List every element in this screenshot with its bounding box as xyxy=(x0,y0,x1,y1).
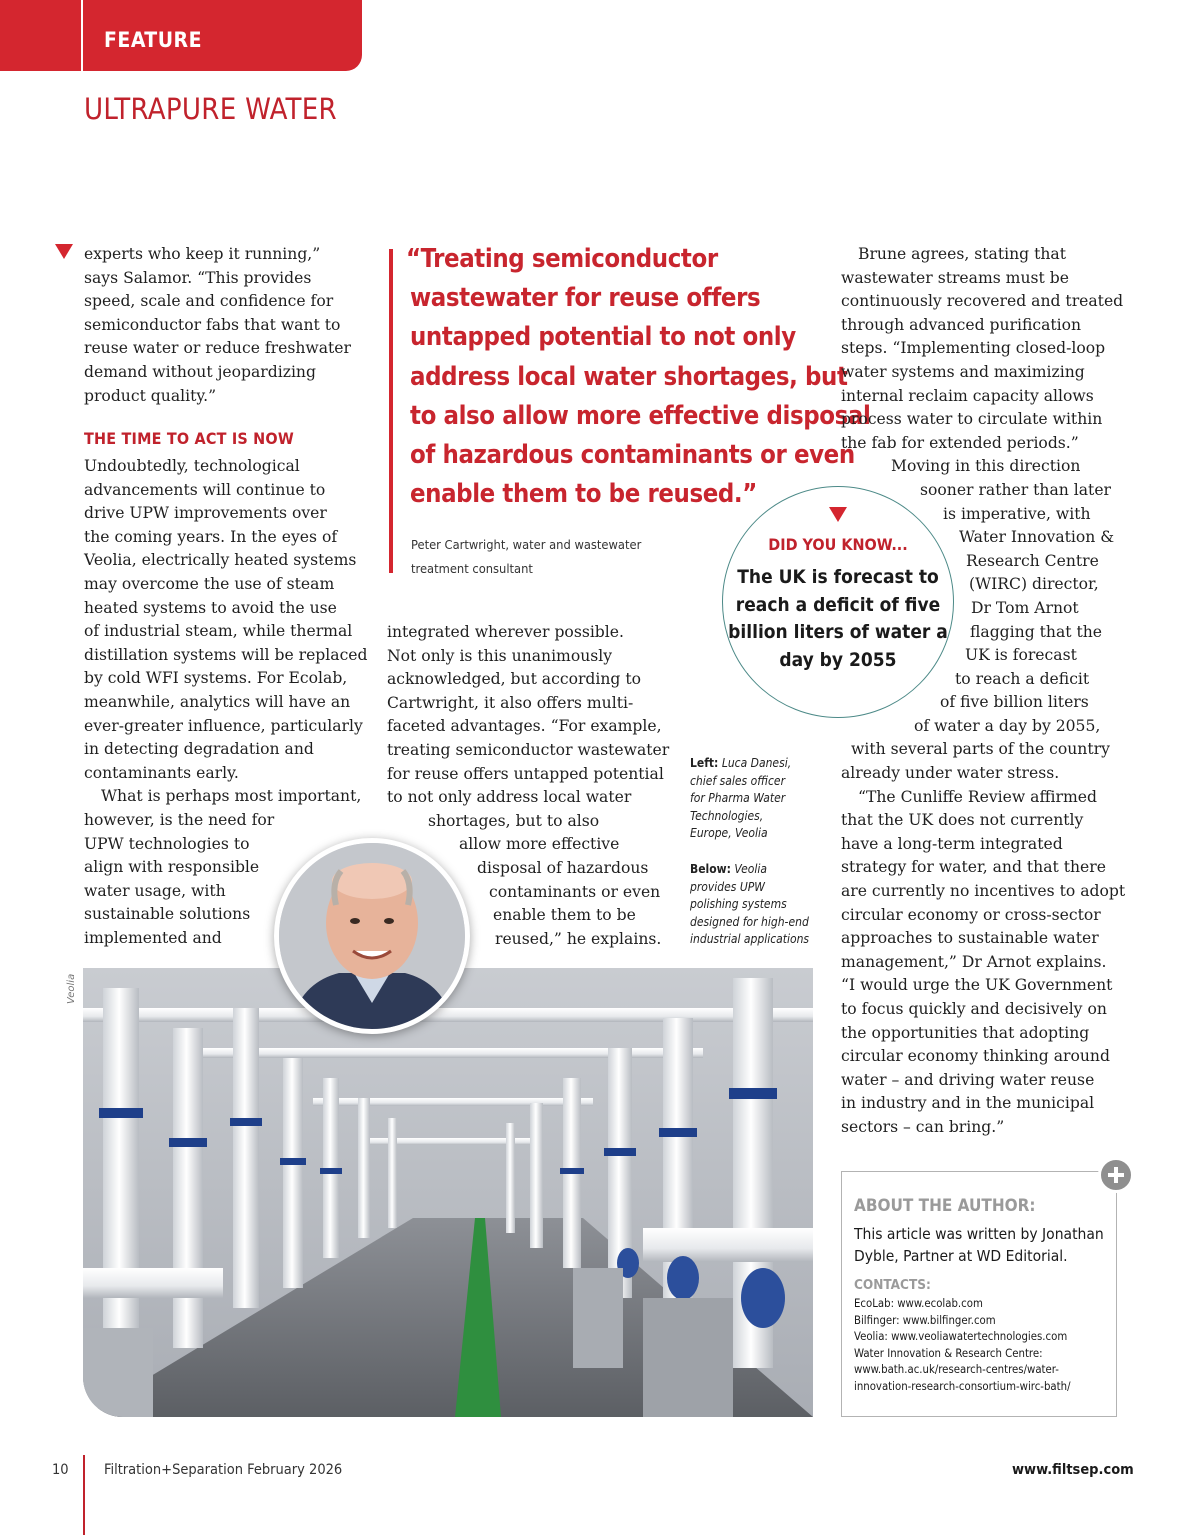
section-label: FEATURE xyxy=(104,28,202,52)
text-line: have a long-term integrated xyxy=(841,834,1063,853)
text-line: by cold WFI systems. For Ecolab, xyxy=(84,669,348,688)
caption-line: provides UPW xyxy=(690,879,765,894)
text-line: already under water stress. xyxy=(841,764,1060,783)
column3-text xyxy=(841,243,1125,1140)
caption-line: Veolia xyxy=(734,862,767,876)
caption-line: Europe, Veolia xyxy=(690,826,768,841)
photo-credit: Veolia xyxy=(66,973,77,1004)
quote-line: enable them to be reused.” xyxy=(410,479,757,510)
subheading: THE TIME TO ACT IS NOW xyxy=(84,429,294,448)
pull-quote xyxy=(406,240,870,514)
text-line: in industry and in the municipal xyxy=(841,1094,1095,1113)
text-line: Undoubtedly, technological xyxy=(84,457,300,475)
text-line: sustainable solutions xyxy=(84,905,251,924)
caption-line: polishing systems xyxy=(690,897,787,912)
text-line: however, is the need for xyxy=(84,810,275,829)
text-line: that the UK does not currently xyxy=(841,811,1084,830)
text-line: of water a day by 2055, xyxy=(914,716,1101,735)
contact-item[interactable]: innovation-research-consortium-wirc-bath/ xyxy=(854,1379,1071,1393)
text-line: product quality.” xyxy=(84,386,217,405)
text-line: process water to circulate within xyxy=(841,410,1103,429)
quote-line: “Treating semiconductor xyxy=(406,244,718,274)
text-line: contaminants or even xyxy=(489,882,661,901)
text-line: allow more effective xyxy=(459,835,620,854)
text-line: sectors – can bring.” xyxy=(841,1117,1005,1136)
portrait-photo xyxy=(274,838,470,1034)
text-line: align with responsible xyxy=(84,858,260,877)
section-title: ULTRAPURE WATER xyxy=(84,92,337,126)
text-line: says Salamor. “This provides xyxy=(84,268,312,287)
person-illustration xyxy=(279,843,465,1029)
bio-line: This article was written by Jonathan xyxy=(854,1225,1104,1243)
text-line: to not only address local water xyxy=(387,788,632,807)
text-line: steps. “Implementing closed-loop xyxy=(841,339,1106,358)
quote-line: of hazardous contaminants or even xyxy=(410,439,855,470)
text-line: to focus quickly and decisively on xyxy=(841,1000,1107,1018)
text-line: for reuse offers untapped potential xyxy=(387,764,664,783)
contacts-list xyxy=(854,1296,1071,1396)
text-line: with several parts of the country xyxy=(851,740,1110,759)
attribution-line: Peter Cartwright, water and wastewater xyxy=(411,538,642,553)
text-line: water usage, with xyxy=(84,881,226,900)
caption-below xyxy=(690,861,809,949)
contact-item[interactable]: www.bath.ac.uk/research-centres/water- xyxy=(854,1363,1059,1377)
text-line: enable them to be xyxy=(493,906,636,925)
website-link[interactable]: www.filtsep.com xyxy=(1012,1462,1134,1478)
fact-line: billion liters of water a xyxy=(728,621,948,643)
plant-illustration xyxy=(83,968,813,1417)
caption-line: Luca Danesi, xyxy=(721,756,792,770)
text-line: through advanced purification xyxy=(841,315,1082,334)
quote-line: to also allow more effective disposal xyxy=(410,400,871,431)
text-line: acknowledged, but according to xyxy=(387,670,642,689)
text-line: experts who keep it running,” xyxy=(84,245,321,263)
text-line: implemented and xyxy=(84,928,222,947)
caption-left xyxy=(690,755,791,843)
pull-quote-attribution xyxy=(411,536,641,583)
continue-triangle-icon xyxy=(55,244,73,259)
text-line: circular economy or cross-sector xyxy=(841,905,1101,924)
caption-line: for Pharma Water xyxy=(690,791,786,806)
text-line: drive UPW improvements over xyxy=(84,504,327,523)
text-line: semiconductor fabs that want to xyxy=(84,315,341,334)
text-line: “I would urge the UK Government xyxy=(841,976,1113,995)
caption-label: Below: xyxy=(690,862,731,876)
text-line: continuously recovered and treated xyxy=(841,292,1124,311)
text-line: water systems and maximizing xyxy=(841,362,1085,381)
text-line: distillation systems will be replaced xyxy=(84,645,368,664)
bio-line: Dyble, Partner at WD Editorial. xyxy=(854,1247,1068,1265)
text-line: of five billion liters xyxy=(940,693,1089,712)
contacts-heading: CONTACTS: xyxy=(854,1277,931,1293)
plus-icon xyxy=(1098,1157,1134,1193)
text-line: Not only is this unanimously xyxy=(387,646,613,665)
text-line: demand without jeopardizing xyxy=(84,362,316,381)
text-line: Dr Tom Arnot xyxy=(971,598,1079,617)
text-line: treating semiconductor wastewater xyxy=(387,740,670,759)
publication-name: Filtration+Separation February 2026 xyxy=(104,1462,343,1478)
text-line: shortages, but to also xyxy=(428,811,600,830)
text-line: integrated wherever possible. xyxy=(387,623,624,641)
text-line: is imperative, with xyxy=(943,504,1091,523)
text-line: the opportunities that adopting xyxy=(841,1023,1090,1042)
industrial-plant-photo xyxy=(83,968,813,1417)
text-line: are currently no incentives to adopt xyxy=(841,882,1126,901)
text-line: strategy for water, and that there xyxy=(841,858,1106,877)
column1-para1 xyxy=(84,243,351,408)
text-line: circular economy thinking around xyxy=(841,1047,1110,1066)
text-line: What is perhaps most important, xyxy=(101,787,362,806)
header-tab-divider xyxy=(81,0,83,71)
text-line: Cartwright, it also offers multi- xyxy=(387,693,634,712)
text-line: in detecting degradation and xyxy=(84,740,314,759)
caption-label: Left: xyxy=(690,756,719,770)
attribution-line: treatment consultant xyxy=(411,561,533,577)
quote-line: untapped potential to not only xyxy=(410,322,796,353)
text-line: flagging that the xyxy=(970,622,1102,641)
text-line: heated systems to avoid the use xyxy=(84,598,337,617)
text-line: the fab for extended periods.” xyxy=(841,433,1079,452)
text-line: to reach a deficit xyxy=(955,669,1090,688)
text-line: reuse water or reduce freshwater xyxy=(84,339,351,358)
text-line: Moving in this direction xyxy=(891,457,1081,476)
text-line: water – and driving water reuse xyxy=(841,1070,1095,1089)
text-line: internal reclaim capacity allows xyxy=(841,386,1094,405)
text-line: approaches to sustainable water xyxy=(841,929,1099,948)
caption-line: Technologies, xyxy=(690,808,764,823)
text-line: wastewater streams must be xyxy=(841,268,1069,287)
text-line: meanwhile, analytics will have an xyxy=(84,692,351,711)
text-line: speed, scale and confidence for xyxy=(84,292,334,311)
text-line: reused,” he explains. xyxy=(495,929,662,948)
text-line: the coming years. In the eyes of xyxy=(84,527,338,546)
text-line: management,” Dr Arnot explains. xyxy=(841,952,1107,971)
page-number: 10 xyxy=(52,1462,69,1478)
did-you-know-title: DID YOU KNOW... xyxy=(768,535,908,554)
fact-line: reach a deficit of five xyxy=(735,593,941,616)
contact-item[interactable]: Veolia: www.veoliawatertechnologies.com xyxy=(854,1330,1068,1344)
fact-line: day by 2055 xyxy=(779,648,897,671)
pull-quote-rule xyxy=(389,249,393,573)
text-line: disposal of hazardous xyxy=(477,858,649,877)
text-line: sooner rather than later xyxy=(920,480,1112,499)
quote-line: wastewater for reuse offers xyxy=(410,283,761,314)
text-line: Research Centre xyxy=(966,551,1099,570)
text-line: may overcome the use of steam xyxy=(84,574,335,593)
text-line: “The Cunliffe Review affirmed xyxy=(858,787,1097,806)
text-line: contaminants early. xyxy=(84,763,239,782)
author-heading: ABOUT THE AUTHOR: xyxy=(854,1196,1036,1216)
contact-item[interactable]: Water Innovation & Research Centre: xyxy=(854,1346,1043,1360)
text-line: of industrial steam, while thermal xyxy=(84,622,353,641)
text-line: Brune agrees, stating that xyxy=(858,245,1066,263)
text-line: ever-greater influence, particularly xyxy=(84,716,363,735)
contact-item[interactable]: Bilfinger: www.bilfinger.com xyxy=(854,1313,996,1327)
text-line: Water Innovation & xyxy=(959,528,1115,547)
text-line: UPW technologies to xyxy=(84,834,250,853)
footer-divider xyxy=(83,1455,85,1535)
contact-item[interactable]: EcoLab: www.ecolab.com xyxy=(854,1297,983,1310)
text-line: faceted advantages. “For example, xyxy=(387,717,662,736)
caption-line: industrial applications xyxy=(690,932,810,947)
text-line: advancements will continue to xyxy=(84,480,326,499)
text-line: Veolia, electrically heated systems xyxy=(84,551,357,570)
caption-line: chief sales officer xyxy=(690,773,785,788)
text-line: UK is forecast xyxy=(965,646,1077,665)
text-line: (WIRC) director, xyxy=(969,575,1099,594)
author-bio xyxy=(854,1223,1104,1267)
quote-line: address local water shortages, but xyxy=(410,361,848,392)
caption-line: designed for high-end xyxy=(690,914,809,929)
fact-line: The UK is forecast to xyxy=(737,566,939,588)
